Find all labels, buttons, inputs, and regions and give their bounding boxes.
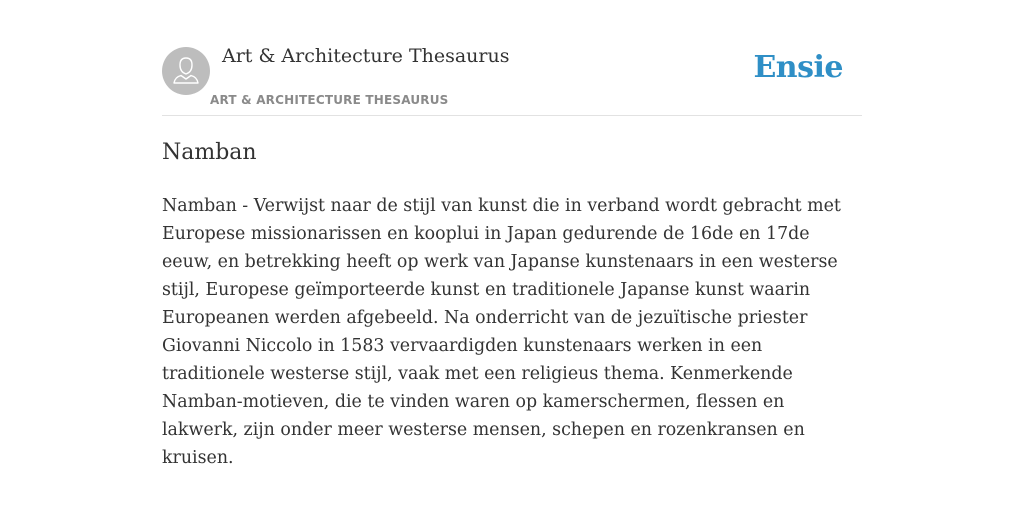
definition-card [162, 0, 862, 512]
source-label[interactable]: ART & ARCHITECTURE THESAURUS [210, 93, 449, 107]
term-title: Namban [162, 140, 257, 165]
card-header [162, 0, 862, 116]
ensie-logo[interactable]: Ensie [753, 50, 843, 85]
definition-text: Namban - Verwijst naar de stijl van kunst die in verband wordt gebracht met Europese missionarissen en kooplui in Japan gedurende de 16de en 17de eeuw, en betrekking heeft op werk van Japanse kunstenaars in een westerse stijl, Europese geïmporteerde kunst en traditionele Japanse kunst waarin Europeanen werden afgebeeld. Na onderricht van de jezuïtische priester Giovanni Niccolo in 1583 vervaardigden kunstenaars werken in een traditionele westerse stijl, vaak met een religieus thema. Kenmerkende Namban-motieven, die te vinden waren op kamerschermen, flessen en lakwerk, zijn onder meer westerse mensen, schepen en rozenkransen en kruisen. [162, 196, 841, 468]
author-avatar[interactable] [162, 47, 210, 95]
author-name[interactable]: Art & Architecture Thesaurus [222, 45, 510, 67]
user-silhouette-icon [162, 47, 210, 95]
